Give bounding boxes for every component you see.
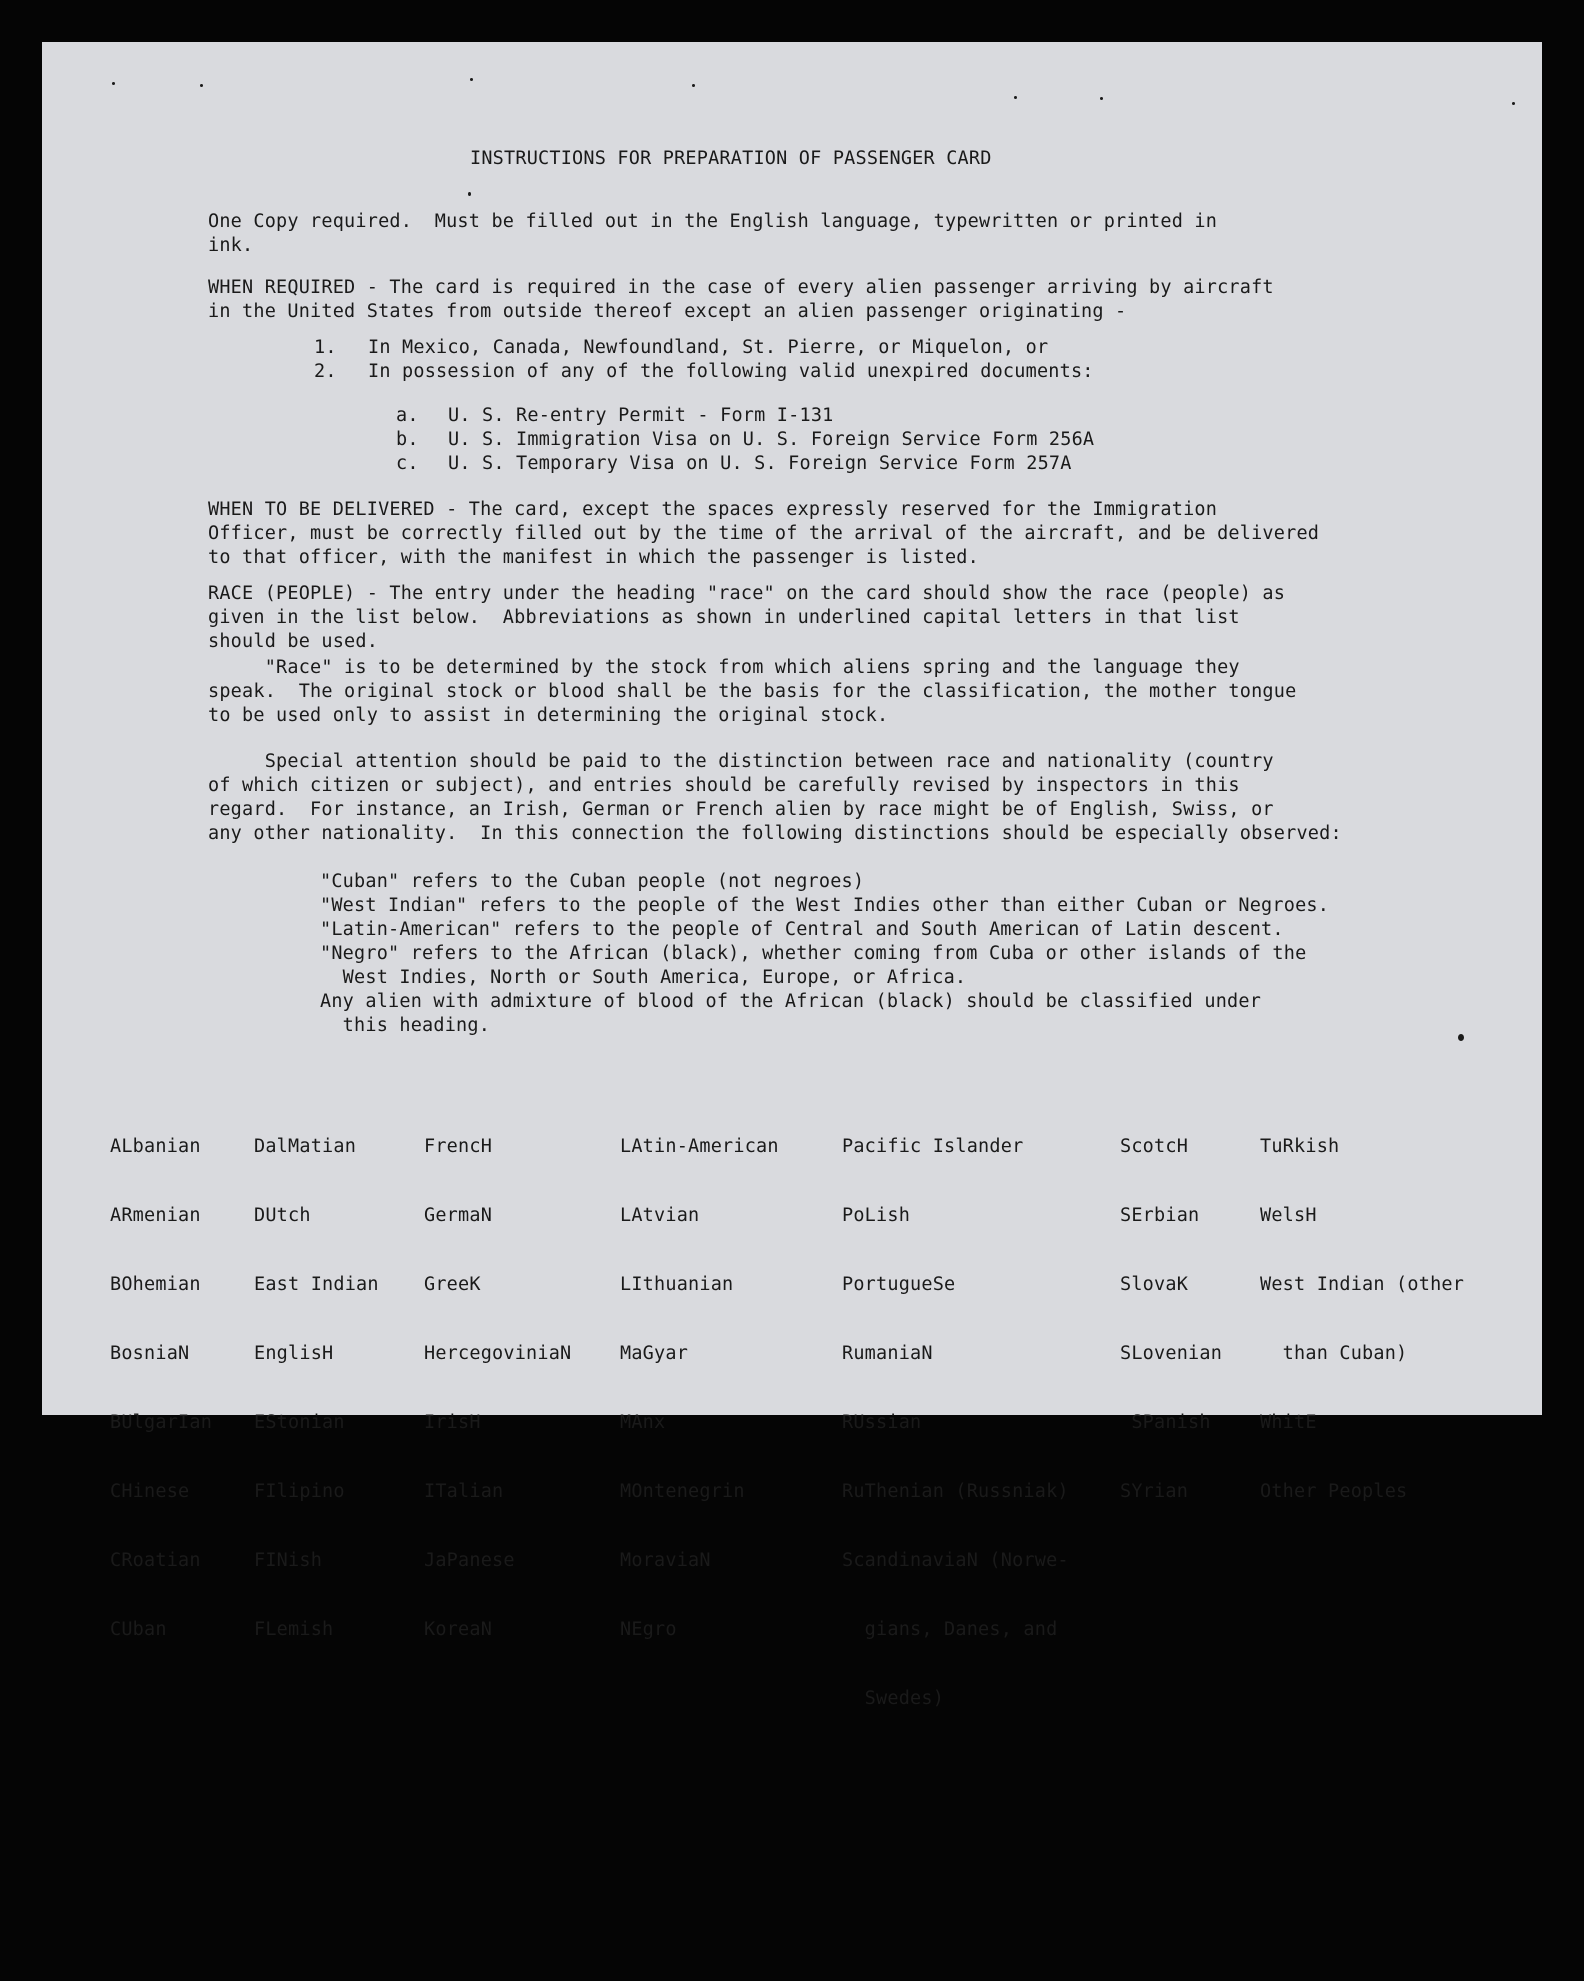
text-line: ink.	[208, 235, 254, 256]
text-line: West Indies, North or South America, Europe, or Africa.	[320, 967, 967, 988]
text-line: any other nationality. In this connection the following distinctions should be especially observed:	[208, 823, 1342, 844]
list-item	[208, 404, 1528, 428]
race-item: ScotcH	[1120, 1136, 1189, 1157]
text-line: should be used.	[208, 631, 379, 652]
text-line: One Copy required. Must be filled out in the English language, typewritten or printed in	[208, 211, 1218, 232]
race-item: DUtch	[254, 1205, 311, 1226]
race-item: PortugueSe	[842, 1274, 956, 1295]
race-item: West Indian (other	[1260, 1274, 1465, 1295]
text-line: speak. The original stock or blood shall be the basis for the classification, the mother tongue	[208, 681, 1297, 702]
race-item: TuRkish	[1260, 1136, 1340, 1157]
race-item: FIlipino	[254, 1481, 345, 1502]
text-line: to be used only to assist in determining the original stock.	[208, 705, 889, 726]
item-letter: a.	[396, 405, 419, 426]
text-line: "Latin-American" refers to the people of Central and South American of Latin descent.	[320, 919, 1284, 940]
race-people-paragraph	[208, 582, 1528, 654]
text-line: RACE (PEOPLE) - The entry under the heading "race" on the card should show the race (people) as	[208, 583, 1286, 604]
race-item: FLemish	[254, 1619, 334, 1640]
scan-speck	[468, 192, 471, 196]
scan-speck	[1014, 96, 1017, 99]
race-item: SlovaK	[1120, 1274, 1189, 1295]
race-item: ITalian	[424, 1481, 504, 1502]
race-item: BOhemian	[110, 1274, 201, 1295]
race-item: Pacific Islander	[842, 1136, 1024, 1157]
intro-paragraph	[208, 210, 1528, 258]
race-item: RumaniaN	[842, 1343, 933, 1364]
when-required-paragraph	[208, 276, 1528, 324]
race-item: ALbanian	[110, 1136, 201, 1157]
item-text: U. S. Temporary Visa on U. S. Foreign Service Form 257A	[448, 453, 1072, 474]
list-item	[208, 336, 1528, 360]
text-line: this heading.	[320, 1015, 491, 1036]
scan-speck	[112, 82, 115, 85]
race-item: MoraviaN	[620, 1550, 711, 1571]
race-item: FINish	[254, 1550, 323, 1571]
text-line: Any alien with admixture of blood of the African (black) should be classified under	[320, 991, 1262, 1012]
race-item: WhitE	[1260, 1412, 1317, 1433]
race-item: RUssian	[842, 1412, 922, 1433]
race-column	[620, 1089, 779, 1687]
race-item: CRoatian	[110, 1550, 201, 1571]
race-item: HercegoviniaN	[424, 1343, 572, 1364]
race-item: JaPanese	[424, 1550, 515, 1571]
race-item: WelsH	[1260, 1205, 1317, 1226]
text-line: regard. For instance, an Irish, German or French alien by race might be of English, Swiss, or	[208, 799, 1274, 820]
item-text: U. S. Immigration Visa on U. S. Foreign Service Form 256A	[448, 429, 1095, 450]
scan-speck	[470, 78, 473, 81]
race-item: LIthuanian	[620, 1274, 734, 1295]
item-text: U. S. Re-entry Permit - Form I-131	[448, 405, 834, 426]
text-line: Special attention should be paid to the distinction between race and nationality (country	[208, 751, 1274, 772]
race-item: DalMatian	[254, 1136, 357, 1157]
scan-speck	[1512, 102, 1515, 105]
list-item	[208, 452, 1528, 476]
race-item: GreeK	[424, 1274, 481, 1295]
text-line: "Cuban" refers to the Cuban people (not negroes)	[320, 871, 865, 892]
race-item: KoreaN	[424, 1619, 493, 1640]
race-item: SPanish	[1120, 1412, 1211, 1433]
text-line: WHEN REQUIRED - The card is required in the case of every alien passenger arriving by aircraft	[208, 277, 1274, 298]
scan-speck	[692, 84, 695, 87]
race-item: East Indian	[254, 1274, 379, 1295]
race-item: MaGyar	[620, 1343, 689, 1364]
item-letter: c.	[396, 453, 419, 474]
race-column	[110, 1089, 212, 1687]
race-item: MAnx	[620, 1412, 666, 1433]
race-item: SYrian	[1120, 1481, 1189, 1502]
text-line: "Negro" refers to the African (black), whether coming from Cuba or other islands of the	[320, 943, 1307, 964]
text-line: "Race" is to be determined by the stock from which aliens spring and the language they	[208, 657, 1240, 678]
race-column	[424, 1089, 571, 1687]
document-page	[42, 42, 1542, 1709]
race-item: than Cuban)	[1260, 1343, 1408, 1364]
race-item: NEgro	[620, 1619, 677, 1640]
distinctions-list	[320, 870, 1520, 1038]
race-item: PoLish	[842, 1205, 911, 1226]
race-column	[1120, 1089, 1222, 1549]
when-delivered-paragraph	[208, 498, 1528, 570]
race-column	[254, 1089, 379, 1687]
race-item: CUban	[110, 1619, 167, 1640]
document-title: INSTRUCTIONS FOR PREPARATION OF PASSENGER CARD	[470, 148, 992, 169]
list-item	[208, 360, 1528, 384]
item-text: In Mexico, Canada, Newfoundland, St. Pierre, or Miquelon, or	[368, 337, 1049, 358]
race-item: BUlgarIan	[110, 1412, 213, 1433]
race-item: gians, Danes, and	[842, 1619, 1058, 1640]
race-item: FrencH	[424, 1136, 493, 1157]
list-item	[208, 428, 1528, 452]
text-line: WHEN TO BE DELIVERED - The card, except the spaces expressly reserved for the Immigration	[208, 499, 1218, 520]
race-item: BosniaN	[110, 1343, 190, 1364]
race-item: EStonian	[254, 1412, 345, 1433]
race-item: MOntenegrin	[620, 1481, 745, 1502]
race-item: SLovenian	[1120, 1343, 1223, 1364]
item-text: In possession of any of the following valid unexpired documents:	[368, 361, 1094, 382]
race-column	[1260, 1089, 1464, 1549]
conditions-list	[208, 336, 1528, 384]
item-number: 1.	[314, 337, 337, 358]
race-item: EnglisH	[254, 1343, 334, 1364]
race-item: LAtvian	[620, 1205, 700, 1226]
race-item: RuThenian (Russniak)	[842, 1481, 1069, 1502]
text-line: in the United States from outside thereof except an alien passenger originating -	[208, 301, 1127, 322]
race-item: Swedes)	[842, 1688, 945, 1709]
race-item: SErbian	[1120, 1205, 1200, 1226]
scan-speck	[1100, 97, 1103, 100]
race-item: Other Peoples	[1260, 1481, 1408, 1502]
text-line: Officer, must be correctly filled out by the time of the arrival of the aircraft, and be delivered	[208, 523, 1320, 544]
race-item: LAtin-American	[620, 1136, 779, 1157]
race-item: ScandinaviaN (Norwe-	[842, 1550, 1069, 1571]
special-attention-paragraph	[208, 750, 1528, 846]
text-line: to that officer, with the manifest in which the passenger is listed.	[208, 547, 979, 568]
text-line: given in the list below. Abbreviations as shown in underlined capital letters in that list	[208, 607, 1240, 628]
race-item: CHinese	[110, 1481, 190, 1502]
race-item: GermaN	[424, 1205, 493, 1226]
race-item: IrisH	[424, 1412, 481, 1433]
scan-speck	[200, 84, 203, 87]
scan-speck	[1458, 1034, 1464, 1041]
item-letter: b.	[396, 429, 419, 450]
race-item: ARmenian	[110, 1205, 201, 1226]
race-column	[842, 1089, 1069, 1756]
text-line: "West Indian" refers to the people of the West Indies other than either Cuban or Negroes.	[320, 895, 1330, 916]
item-number: 2.	[314, 361, 337, 382]
documents-list	[208, 404, 1528, 476]
text-line: of which citizen or subject), and entries should be carefully revised by inspectors in this	[208, 775, 1240, 796]
race-definition-paragraph	[208, 656, 1528, 728]
